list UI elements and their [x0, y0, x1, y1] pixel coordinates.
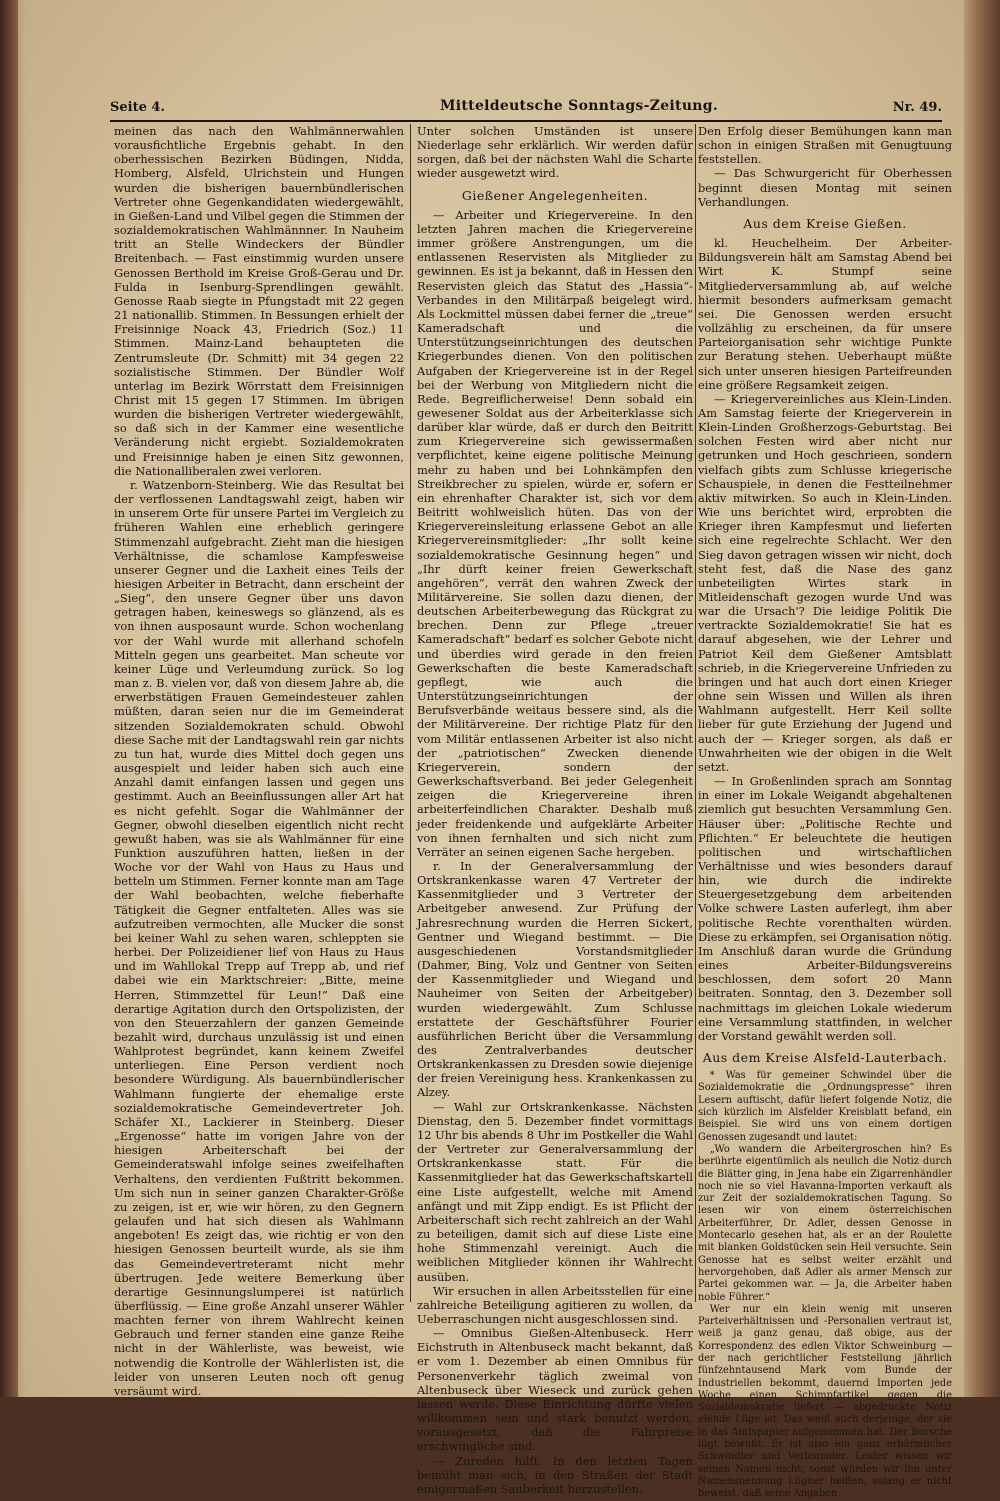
- article-paragraph: * Was für gemeiner Schwindel über die Sozialdemokratie die „Ordnungspresse“ ihren Lesern auftischt, dafür liefert folgende Notiz, die sich kürzlich im Alsfelder Kreisblatt befand, ein Beispiel. Sie wird uns von einem dortigen Genossen zugesandt und lautet:: [698, 1070, 952, 1143]
- article-paragraph: — In Großenlinden sprach am Sonntag in einer im Lokale Weigandt abgehaltenen ziemlich gut besuchten Versammlung Gen. Häuser über: „Politische Rechte und Pflichten.“ Er beleuchtete die heutigen politischen und wirtschaftlichen Verhältnisse und wies besonders darauf hin, wie durch die indirekte Steuergesetzgebung dem arbeitenden Volke schwere Lasten auferlegt, ihm aber politische Rechte vorenthalten würden. Diese zu erkämpfen, sei Organisation nötig. Im Anschluß daran wurde die Gründung eines Arbeiter-Bildungsvereins beschlossen, dem sofort 20 Mann beitraten. Sonntag, den 3. Dezember soll nachmittags im gleichen Lokale wiederum eine Versammlung stattfinden, in welcher der Vorstand gewählt werden soll.: [698, 774, 952, 1043]
- column-2: [417, 124, 693, 1496]
- book-spine-left: [0, 0, 18, 1397]
- article-paragraph: r. Watzenborn-Steinberg. Wie das Resultat bei der verflossenen Landtagswahl zeigt, haben wir in unserem Orte für unsere Partei im Vergleich zu früheren Wahlen eine erheblich geringere Stimmenzahl aufgebracht. Zieht man die hiesigen Verhältnisse, die schamlose Kampfesweise unserer Gegner und die Laxheit eines Teils der hiesigen Arbeiter in Betracht, dann erscheint der „Sieg“, den unsere Gegner über uns davon getragen haben, keineswegs so glänzend, als es von ihnen ausposaunt wurde. Schon wochenlang vor der Wahl wurde mit allerhand schofeln Mitteln gegen uns gearbeitet. Man scheute vor keiner Lüge und Verleumdung zurück. So log man z. B. vielen vor, daß von diesem Jahre ab, die erwerbstätigen Frauen Gemeindesteuer zahlen müßten, daran seien nur die im Gemeinderat sitzenden Sozialdemokraten schuld. Obwohl diese Sache mit der Landtagswahl rein gar nichts zu tun hat, wurde dies Mittel doch gegen uns ausgespielt und leider haben sich auch eine Anzahl damit einfangen lassen und gegen uns gestimmt. Auch an Beeinflussungen aller Art hat es nicht gefehlt. Sogar die Wahlmänner der Gegner, obwohl dieselben eigentlich nicht recht gewußt haben, was sie als Wahlmänner für eine Funktion auszuführen hatten, ließen in der Woche vor der Wahl von Haus zu Haus und betteln um Stimmen. Ferner konnte man am Tage der Wahl beobachten, welche fieberhafte Tätigkeit die Gegner entfalteten. Alles was sie aufzutreiben vermochten, alle Mucker die sonst bei keiner Wahl zu sehen waren, schleppten sie herbei. Der Polizeidiener lief von Haus zu Haus und im Wahllokal Trepp auf Trepp ab, und rief dabei wie ein Marktschreier: „Bitte, meine Herren, Stimmzettel für Leun!“ Daß eine derartige Agitation durch den Ortspolizisten, der von den Steuerzahlern der ganzen Gemeinde bezahlt wird, durchaus unzulässig ist und einen Wahlprotest begründet, kann keinem Zweifel unterliegen. Eine Person verdient noch besondere Würdigung. Als bauernbündlerischer Wahlmann fungierte der ehemalige erste sozialdemokratische Gemeindevertreter Joh. Schäfer XI., Lackierer in Steinberg. Dieser „Ergenosse“ hatte im vorigen Jahre von der hiesigen Arbeiterschaft bei der Gemeinderatswahl infolge seines zweifelhaften Verhaltens, den verdienten Fußtritt bekommen. Um sich nun in seiner ganzen Charakter-Größe zu zeigen, ist er, wie wir hören, zu den Gegnern gelaufen und hat sich diesen als Wahlmann angeboten! Es zeigt das, wie richtig er von den hiesigen Genossen beurteilt wurde, als sie ihm das Gemeindevertreteramt nicht mehr übertrugen. Jede weitere Bemerkung über derartige Gesinnungslumperei ist natürlich überflüssig. — Eine große Anzahl unserer Wähler machten ferner von ihrem Wahlrecht keinen Gebrauch und ferner standen eine ganze Reihe nicht in der Wählerliste, was beweist, wie notwendig die Kontrolle der Wählerlisten ist, die leider von unseren Leuten noch oft genug versäumt wird.: [114, 477, 404, 1398]
- article-paragraph: Den Erfolg dieser Bemühungen kann man schon in einigen Straßen mit Genugtuung feststellen.: [698, 124, 952, 167]
- article-paragraph: — Omnibus Gießen-Altenbuseck. Herr Eichstruth in Altenbuseck macht bekannt, daß er vom 1. Dezember ab einen Omnibus für Personenverkehr täglich zweimal von Altenbuseck über Wieseck und zurück gehen lassen werde. Diese Einrichtung dürfte vielen willkommen sein und stark benutzt werden, vorausgesetzt, daß die Fahrpreise erschwingliche sind.: [417, 1326, 693, 1454]
- page-number: Seite 4.: [110, 100, 165, 115]
- section-heading: Aus dem Kreise Gießen.: [743, 215, 907, 231]
- issue-number: Nr. 49.: [892, 100, 942, 115]
- article-paragraph: Unter solchen Umständen ist unsere Niederlage sehr erklärlich. Wir werden dafür sorgen, daß bei der nächsten Wahl die Scharte wieder ausgewetzt wird.: [417, 124, 693, 181]
- section-heading: Gießener Angelegenheiten.: [461, 187, 649, 203]
- small-print-article: [698, 1070, 952, 1500]
- article-paragraph: — Das Schwurgericht für Oberhessen beginnt diesen Montag mit seinen Verhandlungen.: [698, 166, 952, 209]
- column-rule: [410, 124, 411, 1302]
- article-paragraph: Wir ersuchen in allen Arbeitsstellen für eine zahlreiche Beteiligung agitieren zu wollen, da Ueberraschungen nicht ausgeschlossen sind.: [417, 1283, 693, 1326]
- newspaper-page: [18, 0, 964, 1500]
- article-paragraph: — Kriegervereinliches aus Klein-Linden. Am Samstag feierte der Kriegerverein in Klein-Linden Großherzogs-Geburtstag. Bei solchen Festen wird aber nicht nur getrunken und Hoch geschrieen, sondern vielfach gibts zum Schlusse kriegerische Schauspiele, in denen die Festteilnehmer aktiv mitwirken. So auch in Klein-Linden. Wie uns berichtet wird, erprobten die Krieger ihren Kampfesmut und lieferten sich eine regelrechte Schlacht. Wer den Sieg davon getragen wissen wir nicht, doch steht fest, daß die Nase des ganz unbeteiligten Wirtes stark in Mitleidenschaft gezogen wurde Und was war die Ursach'? Die leidige Politik Die vertrackte Sozialdemokratie! Sie hat es darauf abgesehen, wie der Lehrer und Patriot Keil dem Gießener Amtsblatt schrieb, in die Kriegervereine Unfrieden zu bringen und hat auch dort einen Krieger ohne sein Wissen und Willen als ihren Wahlmann aufgestellt. Herr Keil sollte lieber für gute Erziehung der Jugend und auch der — Krieger sorgen, als daß er Unwahrheiten wie der obigen in die Welt setzt.: [698, 391, 952, 774]
- column-3: [698, 124, 952, 1500]
- page-edge-shadow: [18, 0, 26, 1397]
- article-paragraph: — Wahl zur Ortskrankenkasse. Nächsten Dienstag, den 5. Dezember findet vormittags 12 Uhr bis abends 8 Uhr im Postkeller die Wahl der Vertreter zur Generalversammlung der Ortskrankenkasse statt. Für die Kassenmitglieder hat das Gewerkschaftskartell eine Liste aufgestellt, welche mit Amend anfängt und mit Zipp endigt. Es ist Pflicht der Arbeiterschaft sich recht zahlreich an der Wahl zu beteiligen, damit sich auf diese Liste eine hohe Stimmenzahl vereinigt. Auch die weiblichen Mitglieder können ihr Wahlrecht ausüben.: [417, 1099, 693, 1284]
- article-paragraph: meinen das nach den Wahlmännerwahlen vorausfichtliche Ergebnis gehabt. In den oberhessischen Bezirken Büdingen, Nidda, Homberg, Alsfeld, Ulrichstein und Hungen wurden die bisherigen bauernbündlerischen Vertreter ohne Gegenkandidaten wiedergewählt, in Gießen-Land und Vilbel gegen die Stimmen der sozialdemokratischen Wahlmännner. In Nauheim tritt an Stelle Windeckers der Bündler Breitenbach. — Fast einstimmig wurden unsere Genossen Berthold im Kreise Groß-Gerau und Dr. Fulda in Isenburg-Sprendlingen gewählt. Genosse Raab siegte in Pfungstadt mit 22 gegen 21 nationallib. Stimmen. In Bessungen erhielt der Freisinnige Noack 43, Friedrich (Soz.) 11 Stimmen. Mainz-Land behaupteten die Zentrumsleute (Dr. Schmitt) mit 34 gegen 22 sozialistische Stimmen. Der Bündler Wolf unterlag im Bezirk Wörrstatt dem Freisinnigen Christ mit 15 gegen 17 Stimmen. Im übrigen wurden die bisherigen Vertreter wiedergewählt, so daß sich in der Kammer eine wesentliche Veränderung nicht ergiebt. Sozialdemokraten und Freisinnige haben je einen Sitz gewonnen, die Nationalliberalen zwei verloren.: [114, 124, 404, 478]
- article-paragraph: „Wo wandern die Arbeitergroschen hin? Es berührte eigentümlich als neulich die Notiz durch die Blätter ging, in Jena habe ein Zigarrenhändler noch nie so viel Havanna-Importen verkauft als zur Zeit der sozialdemokratischen Tagung. So lesen wir von einem österreichischen Arbeiterführer, Dr. Adler, dessen Genosse in Montecarlo gesehen hat, als er an der Roulette mit blanken Goldstücken sein Heil versuchte. Sein Genosse hat es selbst weiter erzählt und hervorgehoben, daß Adler als armer Mensch zur Partei gekommen war. — Ja, die Arbeiter haben noble Führer.“: [698, 1143, 952, 1303]
- section-heading: Aus dem Kreise Alsfeld-Lauterbach.: [702, 1050, 948, 1065]
- column-1: [114, 124, 404, 1398]
- page-header: [110, 98, 942, 122]
- article-paragraph: Wer nur ein klein wenig mit unseren Parteiverhältnissen und -Personalien vertraut ist, weiß ja ganz genau, daß obige, aus der Korrespondenz des edlen Viktor Schweinburg — der nach gerichtlicher Feststellung jährlich fünfzehntausend Mark vom Bunde der Industriellen bekommt, dauernd Importen jede Woche einen Schimpfartikel gegen die Sozialdemokratie liefert — abgedruckte Notiz elende Lüge ist. Das weiß auch derjenige, der sie in das Amtspapier aufgenommen hat. Der Bursche lügt bewußt. Er ist also ein ganz erbärmlicher Schwindler und Verleumder. Leider wissen wir seinen Namen nicht, sonst würden wir ihn unter Namensnennung Lügner heißen, solang er nicht beweist, daß seine Angaben: [698, 1303, 952, 1500]
- article-paragraph: — Arbeiter und Kriegervereine. In den letzten Jahren machen die Kriegervereine immer größere Anstrengungen, um die entlassenen Reservisten als Mitglieder zu gewinnen. Es ist ja bekannt, daß in Hessen den Reservisten gleich das Statut des „Hassia“-Verbandes in den Militärpaß beigelegt wird. Als Lockmittel müssen dabei ferner die „treue“ Kameradschaft und die Unterstützungseinrichtungen des deutschen Kriegerbundes dienen. Von den politischen Aufgaben der Kriegervereine ist in der Regel bei der Werbung von Mitgliedern nicht die Rede. Begreiflicherweise! Denn sobald ein gewesener Soldat aus der Arbeiterklasse sich darüber klar würde, daß er durch den Beitritt zum Kriegervereine sich gewissermaßen verpflichtet, keine eigene politische Meinung mehr zu haben und bei Lohnkämpfen den Streikbrecher zu spielen, würde er, sofern er ein ehrenhafter Charakter ist, sich vor dem Beitritt wohlweislich hüten. Das von der Kriegervereinsleitung erlassene Gebot an alle Kriegervereinsmitglieder: „Ihr sollt keine sozialdemokratische Gesinnung hegen“ und „Ihr dürft keiner freien Gewerkschaft angehören“, verrät den wahren Zweck der Militärvereine. Sie sollen dazu dienen, der deutschen Arbeiterbewegung das Rückgrat zu brechen. Denn zur Pflege „treuer Kameradschaft“ bedarf es solcher Gebote nicht und überdies wird gerade in den freien Gewerkschaften die beste Kameradschaft gepflegt, wie auch die Unterstützungseinrichtungen der Berufsverbände weitaus bessere sind, als die der Militärvereine. Der richtige Platz für den vom Militär entlassenen Arbeiter ist also nicht der „patriotischen“ Zwecken dienende Kriegerverein, sondern der Gewerkschaftsverband. Bei jeder Gelegenheit zeigen die Kriegervereine ihren arbeiterfeindlichen Charakter. Deshalb muß jeder freidenkende und aufgeklärte Arbeiter von ihnen fernhalten und sich nicht zum Verräter an seinen eigenen Sache hergeben.: [417, 207, 693, 859]
- article-paragraph: r. In der Generalversammlung der Ortskrankenkasse waren 47 Vertreter der Kassenmitglieder und 3 Vertreter der Arbeitgeber anwesend. Zur Prüfung der Jahresrechnung wurden die Herren Sickert, Gentner und Wiegand bestimmt. — Die ausgeschiedenen Vorstandsmitglieder (Dahmer, Bing, Volz und Gentner von Seiten der Kassenmitglieder und Wiegand und Nauheimer von Seiten der Arbeitgeber) wurden wiedergewählt. Zum Schlusse erstattete der Geschäftsführer Fourier ausführlichen Bericht über die Versammlung des Zentralverbandes deutscher Ortskrankenkassen zu Dresden sowie diejenige der freien Vereinigung hess. Krankenkassen zu Alzey.: [417, 858, 693, 1100]
- column-rule: [695, 124, 696, 1302]
- book-edge-right: [964, 0, 1000, 1397]
- newspaper-title: Mitteldeutsche Sonntags-Zeitung.: [440, 98, 719, 114]
- article-paragraph: kl. Heuchelheim. Der Arbeiter-Bildungsverein hält am Samstag Abend bei Wirt K. Stumpf seine Mitgliederversammlung ab, auf welche hiermit besonders aufmerksam gemacht sei. Die Genossen werden ersucht vollzählig zu erscheinen, da für unsere Parteiorganisation sehr wichtige Punkte zur Beratung stehen. Ueberhaupt müßte sich unter unseren hiesigen Parteifreunden eine größere Regsamkeit zeigen.: [698, 236, 952, 392]
- article-paragraph: — Zureden hilft. In den letzten Tagen bemüht man sich, in den Straßen der Stadt einigermaßen Sauberkeit herzustellen.: [417, 1453, 693, 1496]
